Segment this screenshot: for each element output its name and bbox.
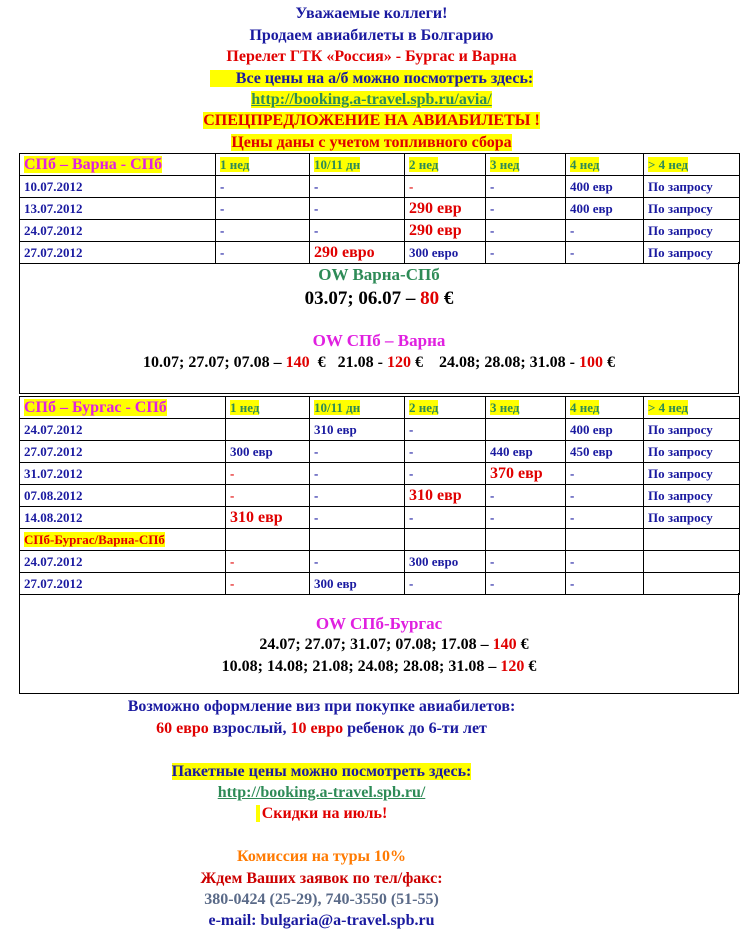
intro-line: Продаем авиабилеты в Болгарию xyxy=(249,27,494,44)
price-cell: - xyxy=(310,485,405,507)
price-cell: - xyxy=(486,485,566,507)
price-cell: - xyxy=(310,176,405,198)
col-header: 2 нед xyxy=(405,154,486,176)
col-header: > 4 нед xyxy=(644,154,740,176)
date-cell: 07.08.2012 xyxy=(20,485,226,507)
table-row xyxy=(20,419,740,441)
varna-table xyxy=(19,153,740,264)
price-cell: - xyxy=(310,507,405,529)
col-header: 4 нед xyxy=(566,154,644,176)
prices-note: Все цены на а/б можно посмотреть здесь: xyxy=(0,69,743,89)
price-cell: - xyxy=(310,198,405,220)
date-cell: 27.07.2012 xyxy=(20,242,216,264)
price-cell: 310 евр xyxy=(310,419,405,441)
col-header: > 4 нед xyxy=(644,397,740,419)
price-cell xyxy=(644,551,740,573)
commission-note: Комиссия на туры 10% xyxy=(237,848,406,865)
price-cell: 300 евр xyxy=(310,573,405,595)
price-cell: - xyxy=(486,551,566,573)
price-cell: - xyxy=(486,573,566,595)
col-header: 2 нед xyxy=(405,397,486,419)
price-cell: - xyxy=(405,441,486,463)
col-header: 10/11 дн xyxy=(310,154,405,176)
email-line: e-mail: bulgaria@a-travel.spb.ru xyxy=(208,912,435,929)
empty-cell xyxy=(405,529,486,551)
table-row xyxy=(20,198,740,220)
price-cell: - xyxy=(566,507,644,529)
ow-spb-varna-title: OW СПб – Варна xyxy=(312,331,446,350)
table-row xyxy=(20,176,740,198)
price-cell: - xyxy=(310,551,405,573)
greeting: Уважаемые коллеги! xyxy=(295,5,448,22)
price-cell xyxy=(644,573,740,595)
price-cell: 450 евр xyxy=(566,441,644,463)
table-row xyxy=(20,485,740,507)
burgas-title: СПб – Бургас - СПб xyxy=(20,397,226,419)
price-cell: - xyxy=(486,242,566,264)
price-cell: 290 евр xyxy=(405,220,486,242)
empty-cell xyxy=(226,529,310,551)
avia-link-line xyxy=(0,90,743,110)
price-cell: 300 евро xyxy=(405,242,486,264)
price-cell: - xyxy=(405,573,486,595)
price-cell: - xyxy=(566,220,644,242)
burgas-ow-box xyxy=(19,593,739,694)
price-cell: - xyxy=(486,176,566,198)
date-cell: 10.07.2012 xyxy=(20,176,216,198)
col-header: 3 нед xyxy=(486,154,566,176)
date-cell: 24.07.2012 xyxy=(20,551,226,573)
special-offer: СПЕЦПРЕДЛОЖЕНИЕ НА АВИАБИЛЕТЫ ! xyxy=(203,112,540,129)
ow-spb-varna-dates: 10.07; 27.07; 07.08 – 140 € 21.08 - 120 € 24.08; 28.08; 31.08 - 100 € xyxy=(143,354,615,371)
price-cell xyxy=(486,419,566,441)
phone-numbers: 380-0424 (25-29), 740-3550 (51-55) xyxy=(204,891,439,908)
price-cell: - xyxy=(216,176,310,198)
ow-varna-spb-title: OW Варна-СПб xyxy=(318,265,440,284)
price-cell: По запросу xyxy=(644,176,740,198)
date-cell: 31.07.2012 xyxy=(20,463,226,485)
discount-note: Скидки на июль! xyxy=(0,804,693,824)
price-cell: 400 евр xyxy=(566,198,644,220)
table-row xyxy=(20,220,740,242)
requests-note: Ждем Ваших заявок по тел/факс: xyxy=(200,870,443,887)
price-cell: - xyxy=(405,419,486,441)
route-line: Перелет ГТК «Россия» - Бургас и Варна xyxy=(226,48,517,65)
price-cell: По запросу xyxy=(644,242,740,264)
price-cell: - xyxy=(310,463,405,485)
table-row xyxy=(20,242,740,264)
table-row xyxy=(20,573,740,595)
date-cell: 14.08.2012 xyxy=(20,507,226,529)
date-cell: 24.07.2012 xyxy=(20,419,226,441)
price-cell: По запросу xyxy=(644,463,740,485)
col-header: 1 нед xyxy=(216,154,310,176)
price-cell: - xyxy=(216,242,310,264)
price-cell: - xyxy=(216,198,310,220)
price-cell: 290 евро xyxy=(310,242,405,264)
ow-spb-burgas-dates-2: 10.08; 14.08; 21.08; 24.08; 28.08; 31.08 – 120 € xyxy=(221,658,537,675)
price-cell: - xyxy=(216,220,310,242)
price-cell: - xyxy=(566,573,644,595)
price-cell: 310 евр xyxy=(405,485,486,507)
price-cell: - xyxy=(405,463,486,485)
ow-varna-spb-dates: 03.07; 06.07 – 80 € xyxy=(304,288,454,309)
price-cell: 290 евр xyxy=(405,198,486,220)
burgas-header-row xyxy=(20,397,740,419)
price-cell: 310 евр xyxy=(226,507,310,529)
packages-note: Пакетные цены можно посмотреть здесь: xyxy=(171,763,472,780)
price-cell: - xyxy=(566,551,644,573)
fuel-note: Цены даны с учетом топливного сбора xyxy=(231,134,512,151)
price-cell: - xyxy=(566,463,644,485)
price-cell: 370 евр xyxy=(486,463,566,485)
empty-cell xyxy=(486,529,566,551)
col-header: 4 нед xyxy=(566,397,644,419)
avia-link[interactable]: http://booking.a-travel.spb.ru/avia/ xyxy=(251,91,492,108)
table-row xyxy=(20,441,740,463)
price-cell: По запросу xyxy=(644,419,740,441)
empty-cell xyxy=(566,529,644,551)
visa-prices: 60 евро взрослый, 10 евро ребенок до 6-ти лет xyxy=(156,720,487,737)
varna-title: СПб – Варна - СПб xyxy=(20,154,216,176)
date-cell: 24.07.2012 xyxy=(20,220,216,242)
price-cell: - xyxy=(226,485,310,507)
price-cell: 400 евр xyxy=(566,419,644,441)
col-header: 1 нед xyxy=(226,397,310,419)
date-cell: 13.07.2012 xyxy=(20,198,216,220)
price-cell xyxy=(226,419,310,441)
price-cell: - xyxy=(486,198,566,220)
price-cell: - xyxy=(226,551,310,573)
price-cell: 400 евр xyxy=(566,176,644,198)
col-header: 10/11 дн xyxy=(310,397,405,419)
price-cell: - xyxy=(226,573,310,595)
price-cell: 300 евро xyxy=(405,551,486,573)
packages-link-line xyxy=(0,783,693,803)
varna-header-row xyxy=(20,154,740,176)
ow-spb-burgas-title: OW СПб-Бургас xyxy=(315,614,443,633)
date-cell: 27.07.2012 xyxy=(20,573,226,595)
table-row xyxy=(20,507,740,529)
price-cell: - xyxy=(310,441,405,463)
price-cell: - xyxy=(486,507,566,529)
col-header: 3 нед xyxy=(486,397,566,419)
combo-header-row xyxy=(20,529,740,551)
burgas-table xyxy=(19,396,740,595)
price-cell: 300 евр xyxy=(226,441,310,463)
combo-title: СПб-Бургас/Варна-СПб xyxy=(20,529,226,551)
price-cell: По запросу xyxy=(644,507,740,529)
price-cell: По запросу xyxy=(644,441,740,463)
price-cell: - xyxy=(566,242,644,264)
varna-ow-box xyxy=(19,262,739,394)
price-cell: - xyxy=(226,463,310,485)
empty-cell xyxy=(310,529,405,551)
visa-note: Возможно оформление виз при покупке авиабилетов: xyxy=(127,698,516,715)
price-cell: - xyxy=(405,507,486,529)
empty-cell xyxy=(644,529,740,551)
price-cell: - xyxy=(405,176,486,198)
table-row xyxy=(20,463,740,485)
ow-spb-burgas-dates-1: 24.07; 27.07; 31.07; 07.08; 17.08 – 140 € xyxy=(259,636,529,653)
price-cell: 440 евр xyxy=(486,441,566,463)
price-cell: По запросу xyxy=(644,485,740,507)
price-cell: - xyxy=(566,485,644,507)
price-cell: - xyxy=(310,220,405,242)
price-cell: По запросу xyxy=(644,198,740,220)
table-row xyxy=(20,551,740,573)
packages-link[interactable]: http://booking.a-travel.spb.ru/ xyxy=(217,784,426,801)
date-cell: 27.07.2012 xyxy=(20,441,226,463)
price-cell: По запросу xyxy=(644,220,740,242)
price-cell: - xyxy=(486,220,566,242)
